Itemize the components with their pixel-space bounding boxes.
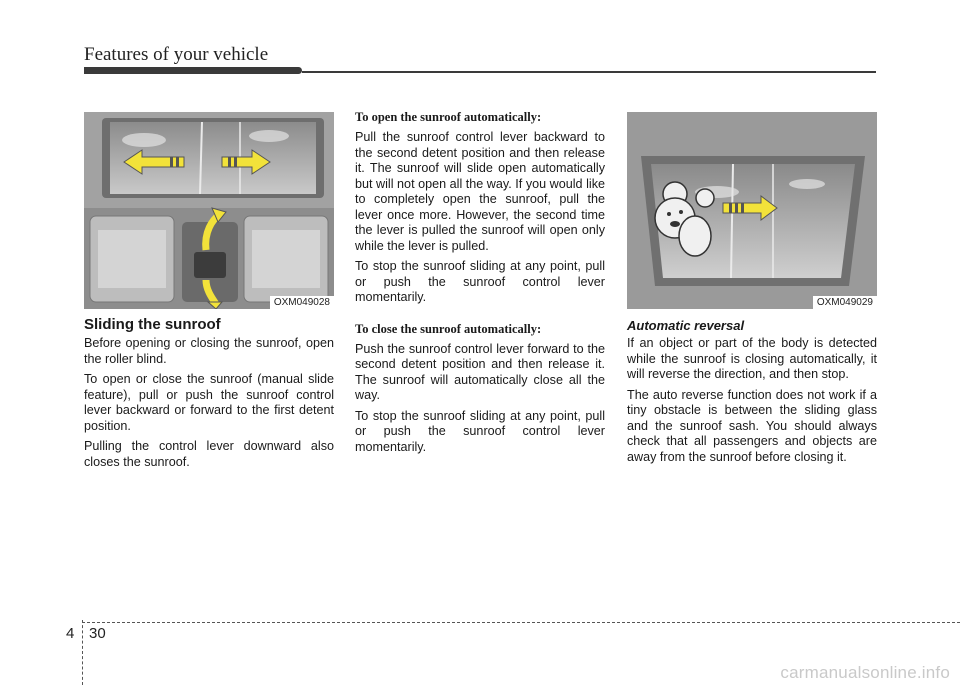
paragraph: To stop the sunroof sliding at any point, pull or push the sunroof control lever momentarily.	[355, 259, 605, 304]
column-2	[355, 110, 605, 460]
section-heading: Automatic reversal	[627, 318, 745, 333]
header-bar	[84, 67, 302, 74]
paragraph: Pulling the control lever downward also closes the sunroof.	[84, 439, 334, 469]
auto-reversal-figure	[627, 112, 877, 309]
paragraph: Push the sunroof control lever forward to the second detent position and then release it. The sunroof will automatically close all the way.	[355, 341, 605, 402]
paragraph: If an object or part of the body is detected while the sunroof is closing automatically, it will reverse the direction, and then stop.	[627, 336, 877, 381]
header-rule	[302, 71, 876, 73]
paragraph: To stop the sunroof sliding at any point, pull or push the sunroof control lever momentarily.	[355, 408, 605, 454]
watermark: carmanualsonline.info	[780, 663, 950, 682]
chapter-number: 4	[66, 625, 75, 642]
section-heading: Sliding the sunroof	[84, 316, 221, 333]
paragraph: The auto reverse function does not work if a tiny obstacle is between the sliding glass and the sunroof sash. You should always check that all passengers and objects are away from the sunroof before closing it.	[627, 387, 877, 464]
footer-divider	[82, 620, 83, 685]
column-3	[627, 112, 877, 470]
paragraph: To open or close the sunroof (manual slide feature), pull or push the sunroof control lever backward or forward to the first detent position.	[84, 372, 334, 433]
sunroof-lever-figure	[84, 112, 334, 309]
figure-code: OXM049028	[270, 296, 334, 309]
paragraph: Pull the sunroof control lever backward to the second detent position and then release it. The sunroof will slide open automatically but will not open all the way. If you would like to completely open the sunroof, pull the lever once more. However, the second time the lever is pulled the sunroof will open only while the lever is pulled.	[355, 130, 605, 253]
page-number: 30	[89, 625, 106, 642]
auto-reversal-illustration	[627, 112, 877, 309]
figure-code: OXM049029	[813, 296, 877, 309]
section-title: Features of your vehicle	[84, 44, 269, 65]
footer-rule	[82, 622, 960, 623]
sunroof-lever-illustration	[84, 112, 334, 309]
paragraph: Before opening or closing the sunroof, open the roller blind.	[84, 336, 334, 366]
column-1	[84, 112, 334, 475]
close-automatically-heading: To close the sunroof automatically:	[355, 321, 542, 336]
open-automatically-heading: To open the sunroof automatically:	[355, 110, 542, 124]
